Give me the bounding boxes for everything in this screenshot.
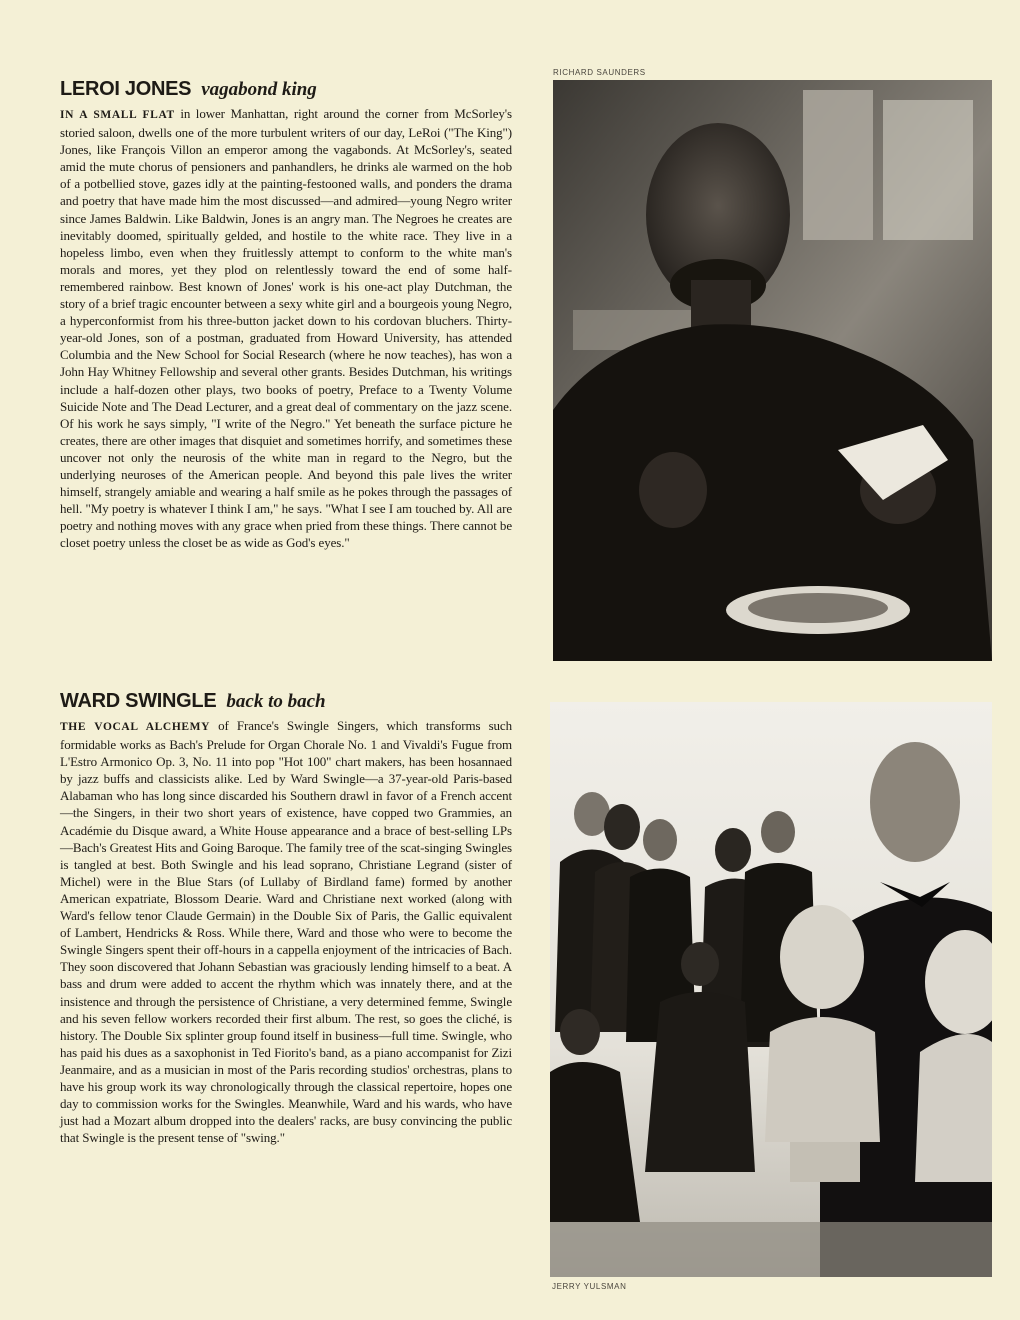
- article-body: [60, 105, 512, 551]
- article-leroi-jones: [60, 76, 512, 551]
- body-text: in lower Manhattan, right around the corner from McSorley's storied saloon, dwells one of the more turbulent writers of our day, LeRoi ("The King") Jones, like François Villon an emperor among the vagabonds. At McSorley's, seated amid the mute chorus of pensioners and panhandlers, he drinks ale warmed on the hob of a potbellied stove, gazes idly at the painting-festooned walls, and ponders the drama and poetry that have made him the most discussed—and admired—young Negro writer since James Baldwin. Like Baldwin, Jones is an angry man. The Negroes he creates are inevitably doomed, spiritually gelded, and hostile to the white race. They live in a hopeless limbo, even when they fruitlessly attempt to conform to the white man's morals and mores, yet they plod on relentlessly toward the end of some half-remembered rainbow. Best known of Jones' work is his one-act play Dutchman, the story of a brief tragic encounter between a sexy white girl and a bourgeois young Negro, a hyperconformist from his three-button jacket down to his cordovan bluchers. Thirty-year-old Jones, son of a postman, graduated from Howard University, has attended Columbia and the New School for Social Research (where he now teaches), has won a John Hay Whitney Fellowship and several other grants. Besides Dutchman, his writings include a half-dozen other plays, two books of poetry, Preface to a Twenty Volume Suicide Note and The Dead Lecturer, and a great deal of commentary on the jazz scene. Of his work he says simply, "I write of the Negro." Yet beneath the surface picture he creates, there are other images that disquiet and sometimes horrify, and sometimes these uncover not only the neurosis of the white man in regard to the Negro, but the underlying neuroses of the American people. And beyond this pale lives the writer himself, strangely amiable and wearing a half smile as he pokes through the passages of hell. "My poetry is whatever I think I am," he says. "What I see I am touched by. All are poetry and nothing moves with any grace when pried from these things. There cannot be closet poetry unless the closet be as wide as God's eyes.": [60, 106, 512, 551]
- photo-credit: RICHARD SAUNDERS: [553, 68, 646, 77]
- lead-in: THE VOCAL ALCHEMY: [60, 721, 211, 733]
- headline-name: LEROI JONES: [60, 78, 192, 100]
- group-photo-swingle-singers: [550, 702, 992, 1277]
- headline-subtitle: back to bach: [226, 691, 326, 712]
- portrait-photo-leroi-jones: [553, 80, 992, 661]
- headline-subtitle: vagabond king: [201, 79, 317, 100]
- lead-in: IN A SMALL FLAT: [60, 109, 175, 121]
- headline: [60, 76, 512, 102]
- body-text: of France's Swingle Singers, which transforms such formidable works as Bach's Prelude for Organ Chorale No. 1 and Vivaldi's Fugue from L'Estro Armonico Op. 3, No. 11 into pop "Hot 100" chart makers, has been hosannaed by jazz buffs and classicists alike. Led by Ward Swingle—a 37-year-old Paris-based Alabaman who has long since discarded his Southern drawl in favor of a French accent—the Singers, in their two short years of existence, have copped two Grammies, an Académie du Disque award, a White House appearance and a brace of best-selling LPs—Bach's Greatest Hits and Going Baroque. The family tree of the scat-singing Swingles is tangled at best. Both Swingle and his lead soprano, Christiane Legrand (sister of Michel) were in the Blue Stars (of Lullaby of Birdland fame) formed by another American expatriate, Blossom Dearie. Ward and Christiane next worked (along with Ward's fellow tenor Claude Germain) in the Double Six of Paris, the Gallic equivalent of Lambert, Hendricks & Ross. While there, Ward and those who were to become the Swingle Singers spent their off-hours in a cappella enjoyment of the intricacies of Bach. They soon discovered that Johann Sebastian was graciously lending himself to a beat. A bass and drum were added to accent the rhythm which was innately there, and at the insistence and through the persistence of Christiane, a very determined femme, Swingle and his seven fellow workers recorded their first album. The rest, so goes the cliché, is history. The Double Six splinter group found itself in business—full time. Swingle, who has paid his dues as a saxophonist in Ted Fiorito's band, as a piano accompanist for Zizi Jeanmaire, and as a musician in most of the Paris recording studios' orchestras, plans to have his group work its way chronologically through the classical repertoire, hopes one day to commission works for the Swingles. Meanwhile, Ward and his wards, who have just had a Mozart album dropped into the dealers' racks, are busy convincing the public that Swingle is the present tense of "swing.": [60, 718, 513, 1146]
- article-ward-swingle: [60, 688, 512, 1146]
- headline: [60, 688, 512, 714]
- group-photo-image: [550, 702, 992, 1277]
- photo-credit: JERRY YULSMAN: [552, 1282, 627, 1291]
- headline-name: WARD SWINGLE: [60, 690, 217, 712]
- article-body: [60, 717, 512, 1146]
- portrait-photo-image: [553, 80, 992, 661]
